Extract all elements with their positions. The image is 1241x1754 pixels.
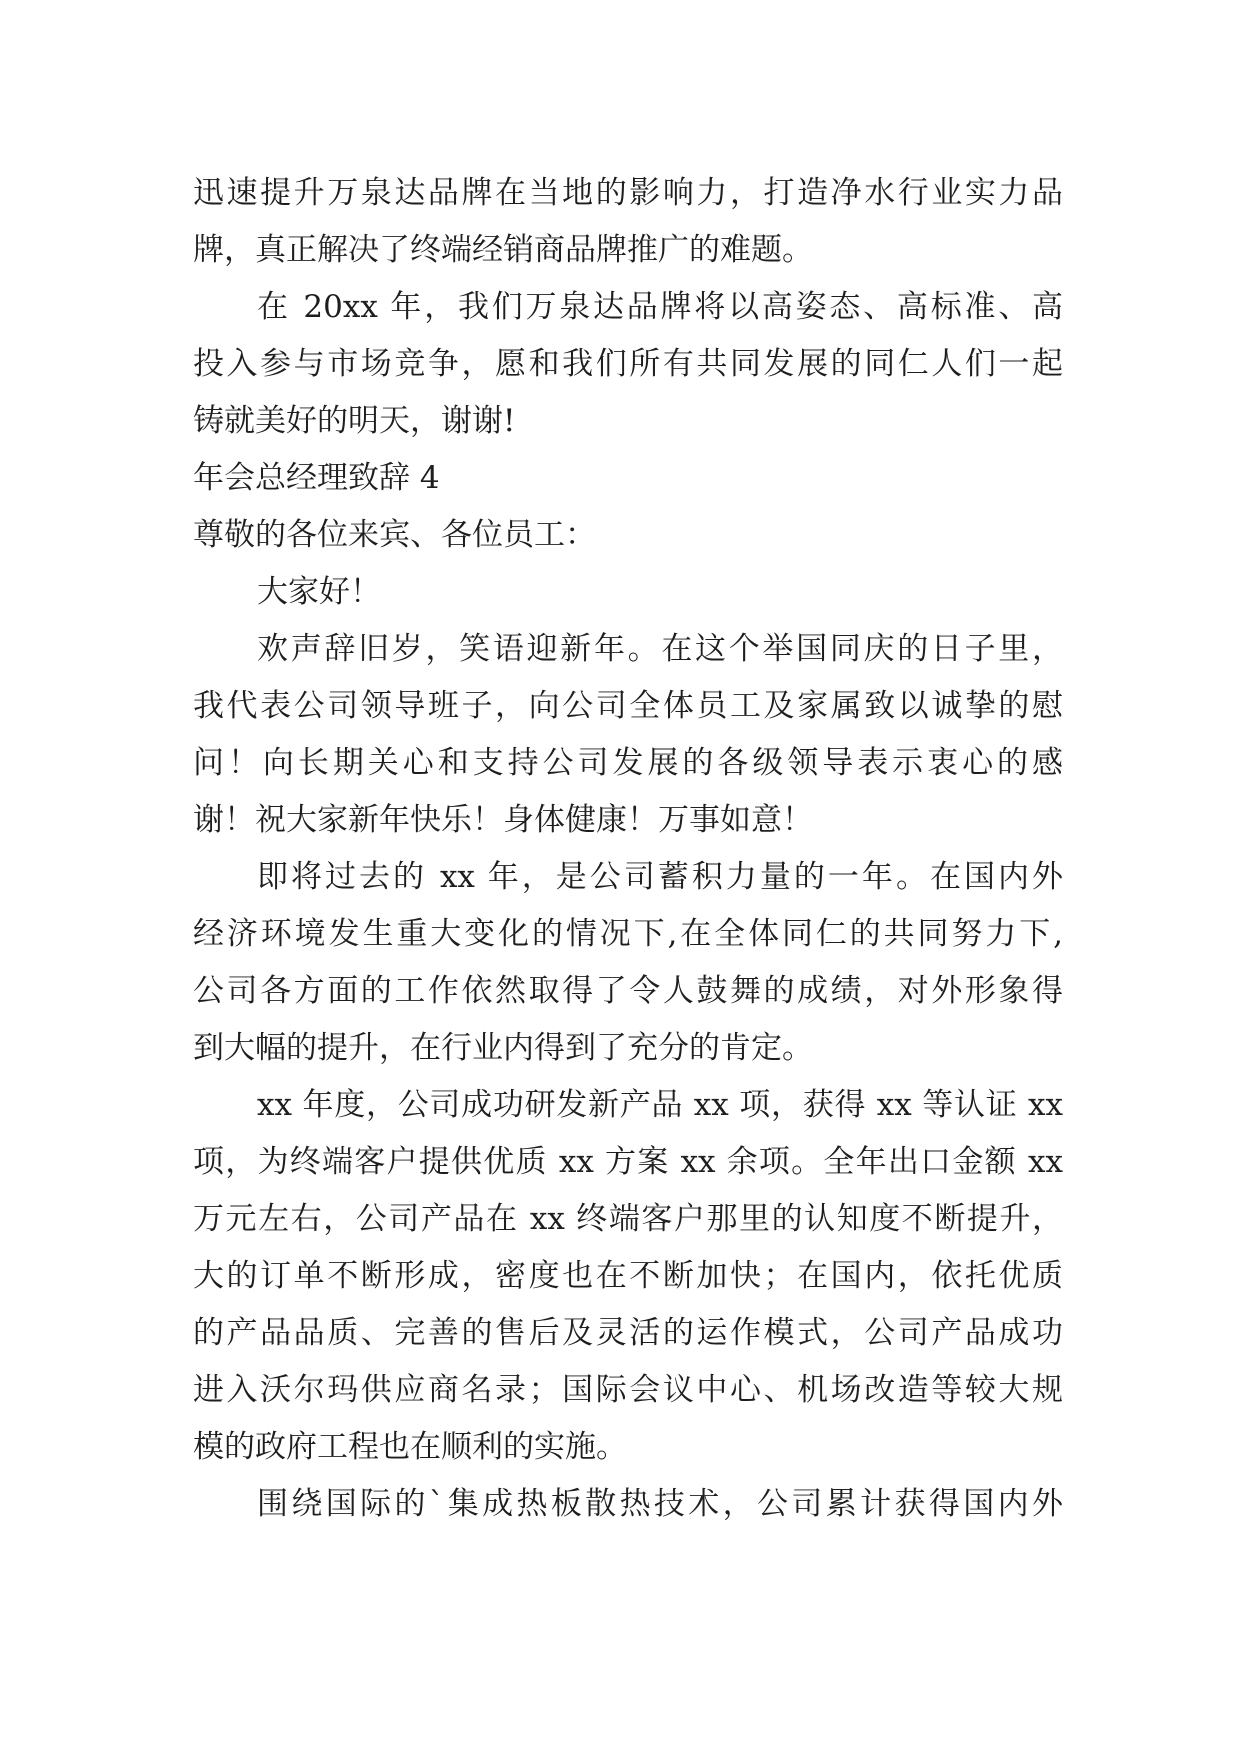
paragraph-line: 项，为终端客户提供优质 xx 方案 xx 余项。全年出口金额 xx [193,1144,1063,1180]
paragraph-line: 问！向长期关心和支持公司发展的各级领导表示衷心的感 [193,745,1063,781]
paragraph-line: 牌，真正解决了终端经销商品牌推广的难题。 [193,232,813,268]
paragraph-line: 大的订单不断形成，密度也在不断加快；在国内，依托优质 [193,1258,1063,1294]
paragraph-line: xx 年度，公司成功研发新产品 xx 项，获得 xx 等认证 xx [257,1087,1063,1123]
paragraph-line: 在 20xx 年，我们万泉达品牌将以高姿态、高标准、高 [257,289,1063,325]
paragraph-line: 模的政府工程也在顺利的实施。 [193,1429,627,1465]
paragraph-line: 围绕国际的`集成热板散热技术，公司累计获得国内外 [257,1486,1063,1522]
paragraph-line: 万元左右，公司产品在 xx 终端客户那里的认知度不断提升， [193,1201,1063,1237]
section-heading: 年会总经理致辞 4 [193,460,440,496]
paragraph-line: 的产品品质、完善的售后及灵活的运作模式，公司产品成功 [193,1315,1063,1351]
paragraph-line: 我代表公司领导班子，向公司全体员工及家属致以诚挚的慰 [193,688,1063,724]
paragraph-line: 即将过去的 xx 年，是公司蓄积力量的一年。在国内外 [257,859,1063,895]
paragraph-line: 欢声辞旧岁，笑语迎新年。在这个举国同庆的日子里， [257,631,1063,667]
salutation: 尊敬的各位来宾、各位员工： [193,517,596,553]
paragraph-line: 经济环境发生重大变化的情况下,在全体同仁的共同努力下, [193,916,1063,952]
paragraph-line: 到大幅的提升，在行业内得到了充分的肯定。 [193,1030,813,1066]
greeting: 大家好！ [257,574,381,610]
paragraph-line: 迅速提升万泉达品牌在当地的影响力，打造净水行业实力品 [193,175,1063,211]
paragraph-line: 谢！祝大家新年快乐！身体健康！万事如意！ [193,802,813,838]
paragraph-line: 公司各方面的工作依然取得了令人鼓舞的成绩，对外形象得 [193,973,1063,1009]
paragraph-line: 投入参与市场竞争，愿和我们所有共同发展的同仁人们一起 [193,346,1063,382]
paragraph-line: 铸就美好的明天，谢谢! [193,403,516,439]
paragraph-line: 进入沃尔玛供应商名录；国际会议中心、机场改造等较大规 [193,1372,1063,1408]
